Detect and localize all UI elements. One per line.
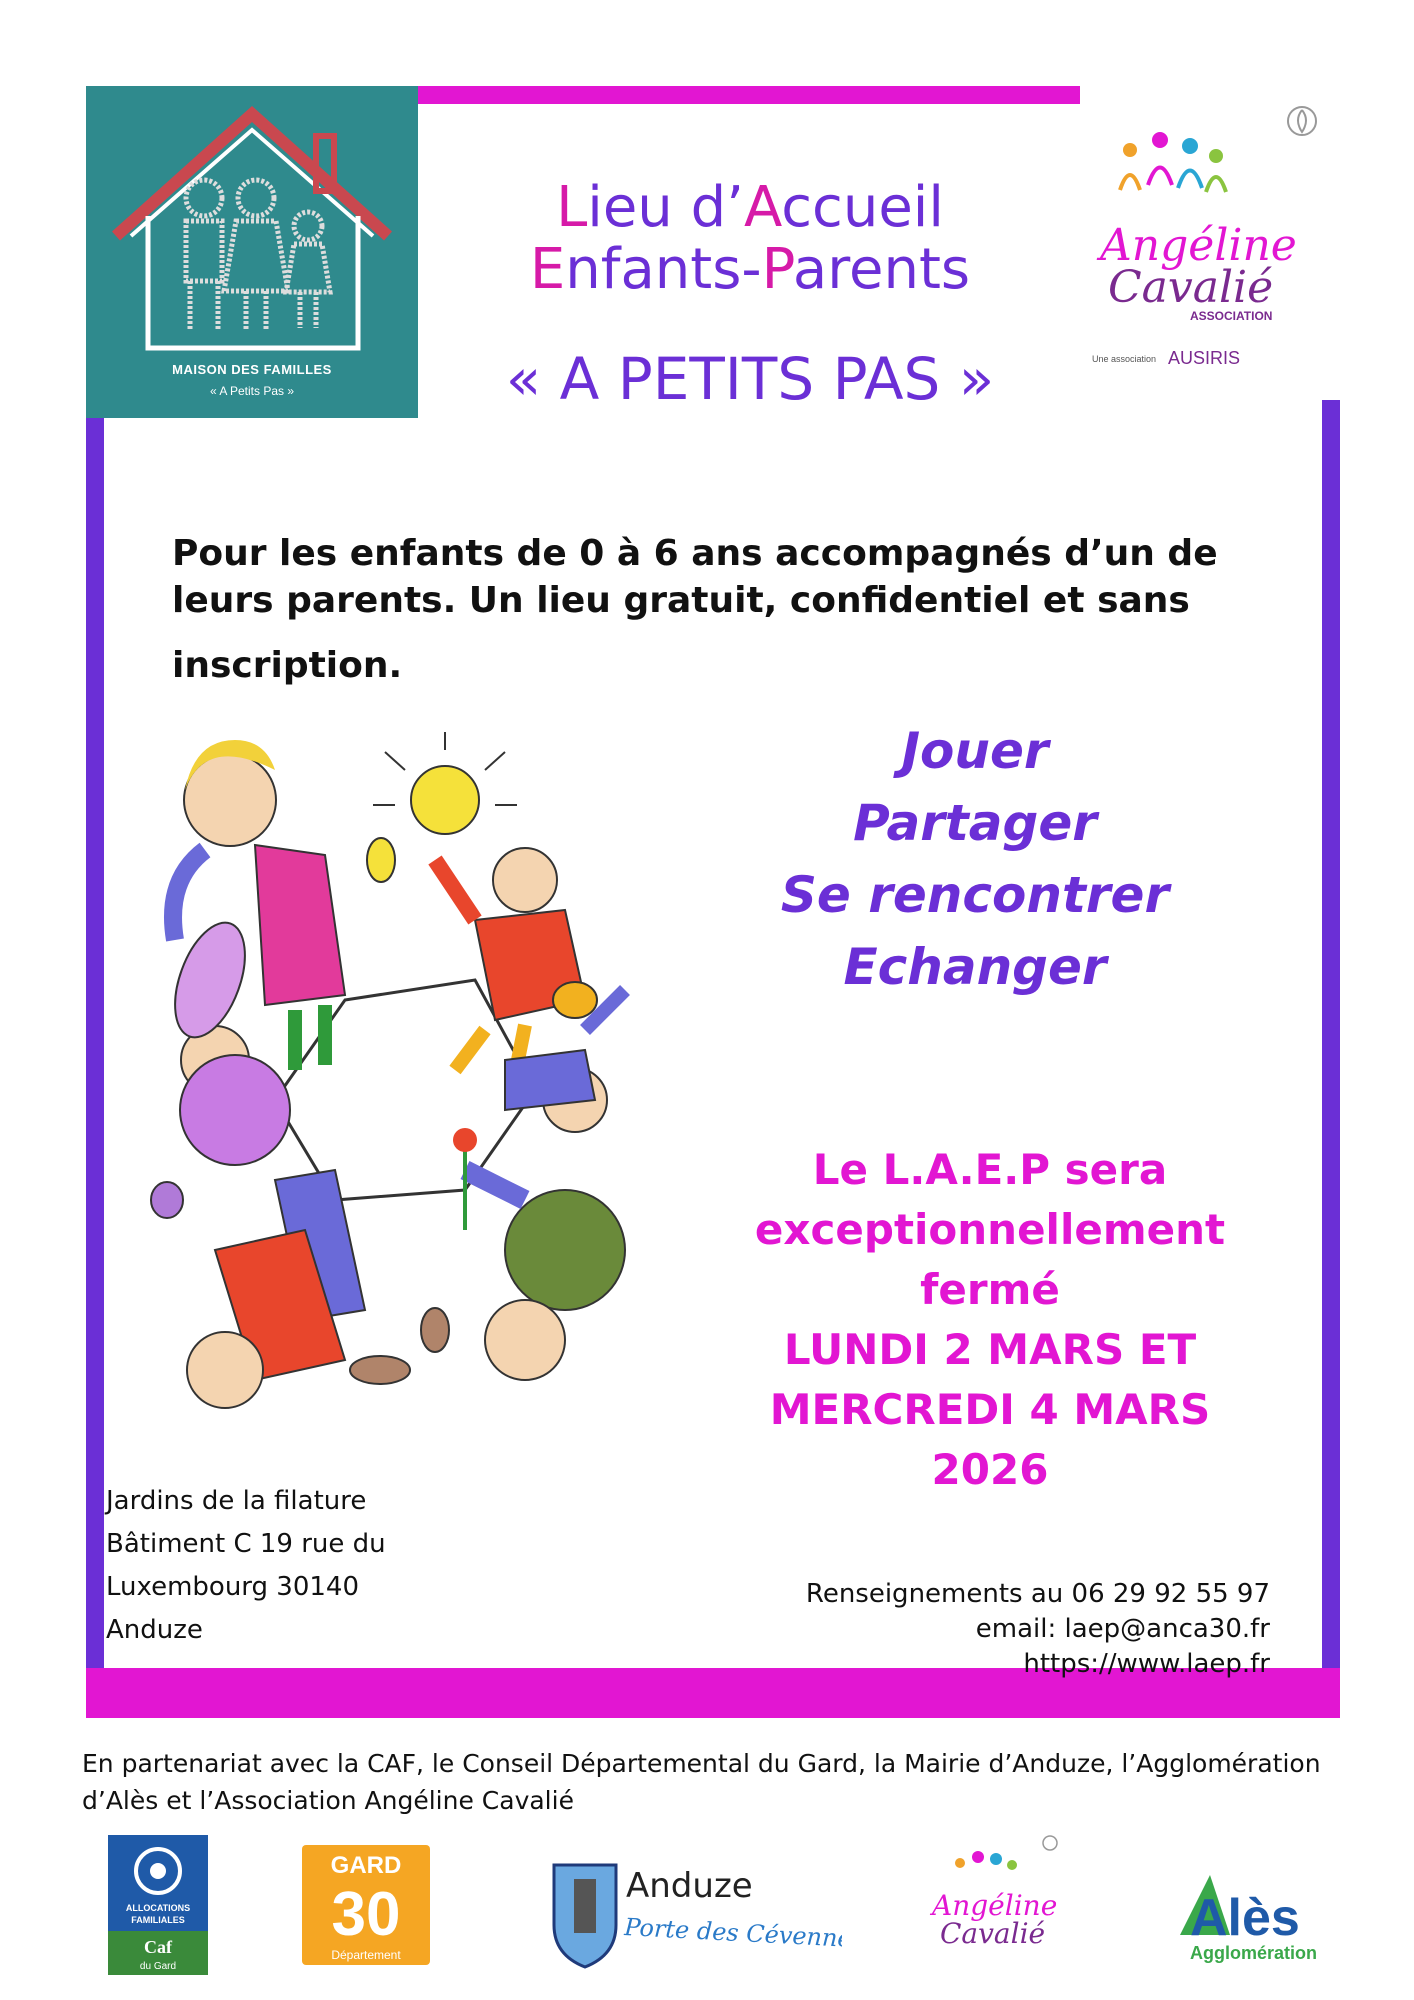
address-line-2: Bâtiment C 19 rue du bbox=[106, 1529, 386, 1559]
notice-line-4: LUNDI 2 MARS ET bbox=[783, 1325, 1197, 1374]
ac-footer-line2: Cavalié bbox=[940, 1917, 1046, 1950]
intro-line-2: leurs parents. Un lieu gratuit, confidentiel et sans bbox=[172, 580, 1190, 621]
frame-top-bar bbox=[410, 86, 1080, 104]
notice-line-3: fermé bbox=[920, 1265, 1060, 1314]
intro-line-1: Pour les enfants de 0 à 6 ans accompagnés d’un de bbox=[172, 533, 1218, 574]
caf-logo bbox=[108, 1835, 208, 1975]
caf-line-2: FAMILIALES bbox=[131, 1915, 185, 1925]
notice-line-2: exceptionnellement bbox=[754, 1205, 1226, 1254]
caf-line-3: Caf bbox=[144, 1937, 172, 1957]
ac-footer-line1: Angéline bbox=[932, 1889, 1058, 1922]
subtitle: « A PETITS PAS » bbox=[505, 345, 995, 413]
frame-right-bar bbox=[1322, 400, 1340, 1718]
angeline-cavalie-footer-logo bbox=[922, 1835, 1062, 1975]
intro-line-3: inscription. bbox=[172, 645, 403, 686]
intro-text bbox=[172, 530, 1272, 624]
frame-left-bar bbox=[86, 415, 104, 1715]
closure-notice bbox=[730, 1140, 1250, 1500]
partnership-line-2: d’Alès et l’Association Angéline Cavalié bbox=[82, 1786, 574, 1815]
angeline-cavalie-logo bbox=[1090, 130, 1320, 370]
children-illustration bbox=[145, 730, 705, 1430]
contact-email[interactable]: email: laep@anca30.fr bbox=[975, 1614, 1270, 1644]
ac-logo-line1: Angéline bbox=[1100, 220, 1297, 271]
gard-top-text: GARD bbox=[330, 1852, 402, 1879]
address-block bbox=[106, 1480, 436, 1652]
ac-logo-assoc: ASSOCIATION bbox=[1190, 309, 1273, 323]
title-line-2: Enfants-Parents bbox=[529, 237, 971, 302]
address-line-3: Luxembourg 30140 bbox=[106, 1572, 360, 1602]
activities-list bbox=[760, 715, 1190, 1003]
ac-logo-ausiris: AUSIRIS bbox=[1168, 348, 1241, 368]
ales-agglomeration-logo bbox=[1170, 1835, 1350, 1975]
ac-logo-ausiris-pre: Une association bbox=[1092, 354, 1157, 364]
address-line-4: Anduze bbox=[106, 1615, 203, 1645]
anduze-title: Anduze bbox=[626, 1866, 753, 1906]
activity-exchange: Echanger bbox=[843, 938, 1107, 996]
activity-meet: Se rencontrer bbox=[780, 866, 1170, 924]
logo-subcaption: « A Petits Pas » bbox=[209, 384, 295, 398]
caf-line-4: du Gard bbox=[139, 1961, 177, 1972]
notice-line-6: 2026 bbox=[931, 1445, 1049, 1494]
title-line-1: Lieu d’Accueil bbox=[556, 175, 944, 240]
anduze-subtitle: Porte des Cévennes bbox=[623, 1913, 842, 1954]
children-circle-drawing bbox=[145, 730, 705, 1430]
leaf-icon bbox=[1285, 104, 1319, 138]
logo-caption: MAISON DES FAMILLES bbox=[172, 362, 332, 377]
partnership-line-1: En partenariat avec la CAF, le Conseil Départemental du Gard, la Mairie d’Anduze, l’Agglomération bbox=[82, 1749, 1321, 1778]
angeline-cavalie-people-icon bbox=[1090, 130, 1320, 370]
gard-bottom-text: Département bbox=[331, 1948, 401, 1962]
anduze-logo bbox=[552, 1835, 842, 1975]
contact-phone: Renseignements au 06 29 92 55 97 bbox=[805, 1579, 1270, 1609]
activity-share: Partager bbox=[853, 794, 1097, 852]
contact-block bbox=[730, 1577, 1270, 1682]
ac-logo-line2: Cavalié bbox=[1108, 262, 1274, 313]
notice-line-1: Le L.A.E.P sera bbox=[812, 1145, 1168, 1194]
ales-title: Alès bbox=[1190, 1889, 1300, 1947]
ales-subtitle: Agglomération bbox=[1190, 1943, 1318, 1963]
gard-number: 30 bbox=[331, 1880, 401, 1949]
partnership-text bbox=[82, 1745, 1342, 1819]
caf-line-1: ALLOCATIONS bbox=[125, 1903, 191, 1913]
activity-play: Jouer bbox=[901, 722, 1049, 780]
address-line-1: Jardins de la filature bbox=[106, 1486, 367, 1516]
gard-30-logo bbox=[302, 1835, 430, 1975]
notice-line-5: MERCREDI 4 MARS bbox=[769, 1385, 1211, 1434]
contact-website[interactable]: https://www.laep.fr bbox=[1023, 1649, 1270, 1679]
